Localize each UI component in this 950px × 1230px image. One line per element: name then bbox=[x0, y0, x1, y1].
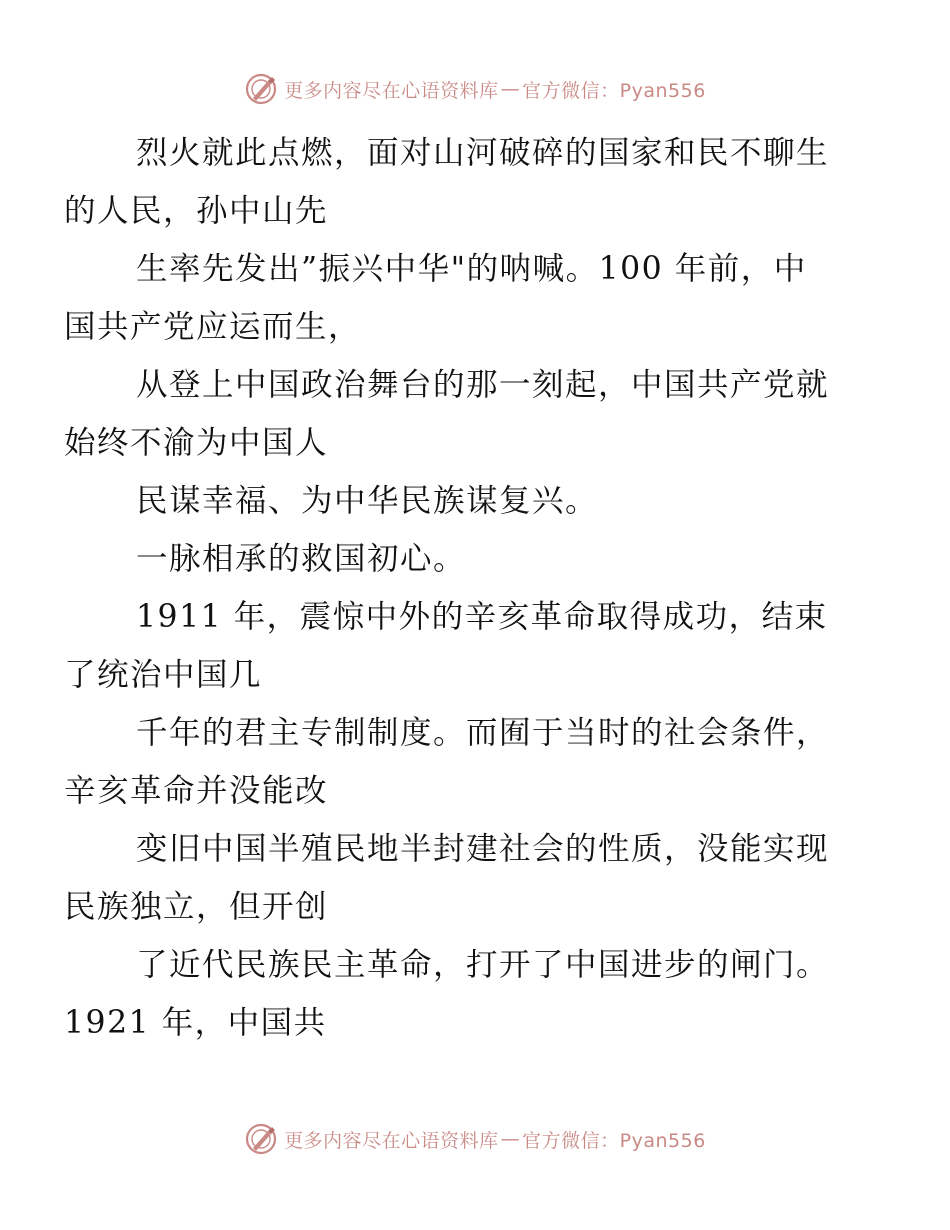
paragraph-line: 的人民，孙中山先 bbox=[64, 193, 329, 229]
paragraph bbox=[64, 240, 860, 356]
paragraph-line: 国共产党应运而生， bbox=[64, 309, 362, 345]
paragraph-line: 辛亥革命并没能改 bbox=[64, 773, 329, 809]
watermark-wechat-text: 官方微信：Pyan556 bbox=[522, 79, 706, 102]
paragraph-line: 始终不渝为中国人 bbox=[64, 425, 329, 461]
watermark-wechat-text: 官方微信：Pyan556 bbox=[522, 1129, 706, 1152]
paragraph-line: 民族独立，但开创 bbox=[64, 889, 329, 925]
paragraph bbox=[64, 704, 860, 820]
watermark-separator: — bbox=[500, 78, 521, 100]
paragraph bbox=[100, 530, 860, 588]
paragraph-line: 了统治中国几 bbox=[64, 657, 263, 693]
page-footer-watermark bbox=[0, 1122, 950, 1156]
watermark-separator: — bbox=[500, 1128, 521, 1150]
pen-logo-icon bbox=[244, 1122, 278, 1156]
paragraph bbox=[64, 356, 860, 472]
paragraph-line: 生率先发出”振兴中华"的呐喊。100 年前，中 bbox=[136, 251, 807, 287]
watermark-site-text: 更多内容尽在心语资料库 bbox=[284, 79, 499, 102]
paragraph-line: 一脉相承的救国初心。 bbox=[136, 541, 467, 577]
paragraph-line: 千年的君主专制制度。而囿于当时的社会条件， bbox=[136, 715, 830, 751]
document-body bbox=[64, 124, 860, 1052]
paragraph bbox=[64, 936, 860, 1052]
paragraph bbox=[64, 820, 860, 936]
paragraph bbox=[64, 588, 860, 704]
paragraph bbox=[64, 124, 860, 240]
watermark-site-text: 更多内容尽在心语资料库 bbox=[284, 1129, 499, 1152]
paragraph-line: 变旧中国半殖民地半封建社会的性质，没能实现 bbox=[136, 831, 830, 867]
paragraph-line: 了近代民族民主革命，打开了中国进步的闸门。 bbox=[136, 947, 830, 983]
pen-logo-icon bbox=[244, 72, 278, 106]
page-header-watermark bbox=[0, 72, 950, 106]
paragraph-line: 1911 年，震惊中外的辛亥革命取得成功，结束 bbox=[136, 599, 828, 635]
paragraph-line: 民谋幸福、为中华民族谋复兴。 bbox=[136, 483, 599, 519]
paragraph-line: 1921 年，中国共 bbox=[64, 1005, 327, 1041]
paragraph-line: 从登上中国政治舞台的那一刻起，中国共产党就 bbox=[136, 367, 830, 403]
paragraph-line: 烈火就此点燃，面对山河破碎的国家和民不聊生 bbox=[136, 135, 830, 171]
paragraph bbox=[100, 472, 860, 530]
